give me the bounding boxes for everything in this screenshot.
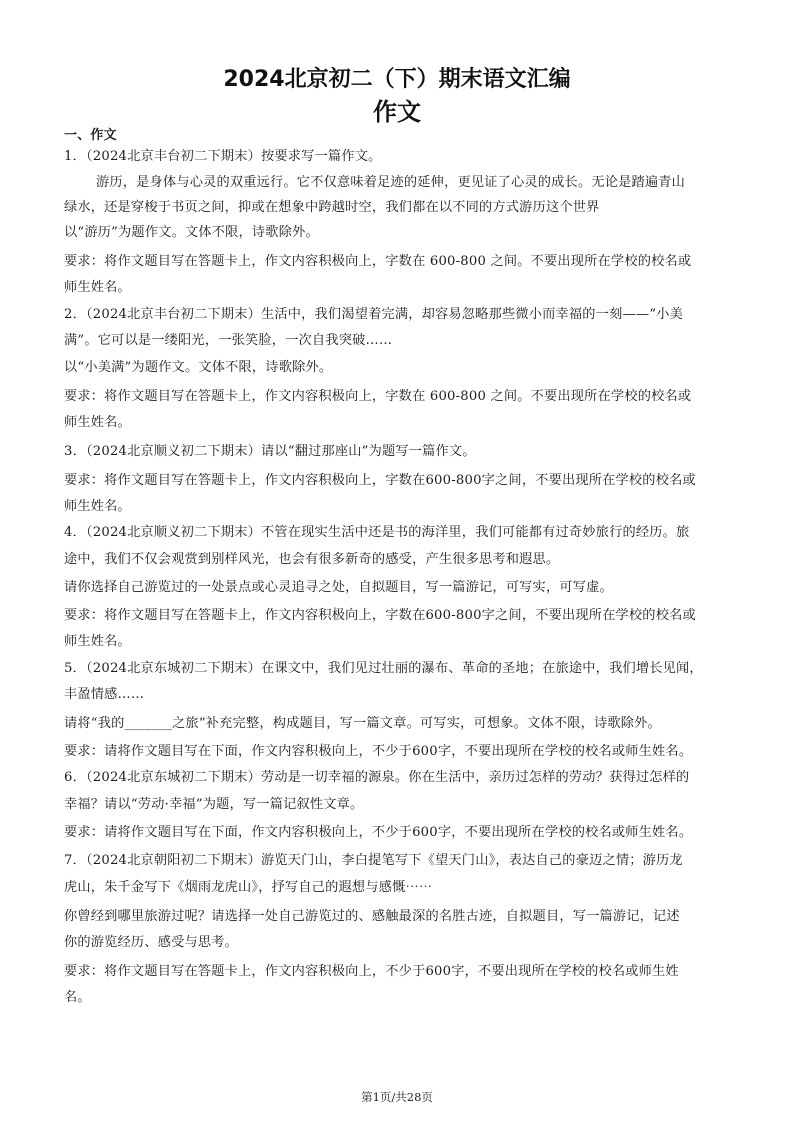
question-7-line: 名。: [64, 990, 91, 1005]
question-4-line: 师生姓名。: [64, 634, 131, 649]
question-5-line: 5．（2024北京东城初二下期末）在课文中，我们见过壮丽的瀑布、革命的圣地；在旅途中，我们增长见闻，: [64, 661, 703, 676]
document-subtitle: 作文: [373, 98, 421, 126]
question-2-line: 师生姓名。: [64, 415, 131, 430]
question-3-line: 3．（2024北京顺义初二下期末）请以“翻过那座山”为题写一篇作文。: [64, 444, 476, 459]
question-6-line: 幸福？请以“劳动·幸福”为题，写一篇记叙性文章。: [64, 797, 364, 812]
question-3-line: 师生姓名。: [64, 499, 131, 514]
question-7-line: 你的游览经历、感受与思考。: [64, 935, 239, 950]
question-7-line: 你曾经到哪里旅游过呢？请选择一处自己游览过的、感触最深的名胜古迹，自拟题目，写一篇游记，记述: [64, 909, 680, 924]
question-6-line: 要求：请将作文题目写在下面，作文内容积极向上，不少于600字，不要出现所在学校的校名或师生姓名。: [64, 825, 693, 840]
question-2-line: 要求：将作文题目写在答题卡上，作文内容积极向上，字数在 600-800 之间。不要出现所在学校的校名或: [64, 389, 692, 404]
question-7-line: 要求：将作文题目写在答题卡上，作文内容积极向上，不少于600字，不要出现所在学校的校名或师生姓: [64, 964, 679, 979]
question-4-line: 请你选择自己游览过的一处景点或心灵追寻之处，自拟题目，写一篇游记，可写实，可写虚。: [64, 580, 613, 595]
question-3-line: 要求：将作文题目写在答题卡上，作文内容积极向上，字数在600-800字之间，不要出现所在学校的校名或: [64, 473, 696, 488]
question-2-line: 2．（2024北京丰台初二下期末）生活中，我们渴望着完满，却容易忽略那些微小而幸福的一刻——“小美: [64, 307, 683, 322]
document-title: 2024北京初二（下）期末语文汇编: [223, 67, 571, 92]
question-4-line: 途中，我们不仅会观赏到别样风光，也会有很多新奇的感受，产生很多思考和遐思。: [64, 552, 560, 567]
question-2-line: 满”。它可以是一缕阳光，一张笑脸，一次自我突破……: [64, 333, 393, 348]
question-4-line: 4．（2024北京顺义初二下期末）不管在现实生活中还是书的海洋里，我们可能都有过奇妙旅行的经历。旅: [64, 525, 690, 540]
question-1-line: 以“游历”为题作文。文体不限，诗歌除外。: [64, 225, 319, 240]
question-2-line: 以“小美满”为题作文。文体不限，诗歌除外。: [64, 360, 333, 375]
question-7-line: 7．（2024北京朝阳初二下期末）游览天门山，李白提笔写下《望天门山》，表达自己的豪迈之情；游历龙: [64, 853, 683, 868]
question-1-line: 绿水，还是穿梭于书页之间，抑或在想象中跨越时空，我们都在以不同的方式游历这个世界: [64, 200, 600, 215]
question-1-line: 1．（2024北京丰台初二下期末）按要求写一篇作文。: [64, 149, 382, 164]
question-5-line: 要求：请将作文题目写在下面，作文内容积极向上，不少于600字，不要出现所在学校的校名或师生姓名。: [64, 744, 693, 759]
question-1-line: 游历，是身体与心灵的双重远行。它不仅意味着足迹的延伸，更见证了心灵的成长。无论是踏遍青山: [96, 175, 686, 190]
question-6-line: 6．（2024北京东城初二下期末）劳动是一切幸福的源泉。你在生活中，亲历过怎样的劳动？获得过怎样的: [64, 770, 690, 785]
question-1-line: 要求：将作文题目写在答题卡上，作文内容积极向上，字数在 600-800 之间。不要出现所在学校的校名或: [64, 254, 692, 269]
question-4-line: 要求：将作文题目写在答题卡上，作文内容积极向上，字数在600-800字之间，不要出现所在学校的校名或: [64, 608, 696, 623]
question-5-line: 丰盈情感……: [64, 687, 145, 702]
question-7-line: 虎山，朱千金写下《烟雨龙虎山》，抒写自己的遐想与感慨⋯⋯: [64, 880, 433, 895]
section-heading: 一、作文: [64, 128, 117, 143]
question-5-line: 请将“我的_______之旅”补充完整，构成题目，写一篇文章。可写实，可想象。文体不限，诗歌除外。: [64, 716, 661, 731]
page-number: 第1页/共28页: [361, 1090, 433, 1104]
question-1-line: 师生姓名。: [64, 280, 131, 295]
